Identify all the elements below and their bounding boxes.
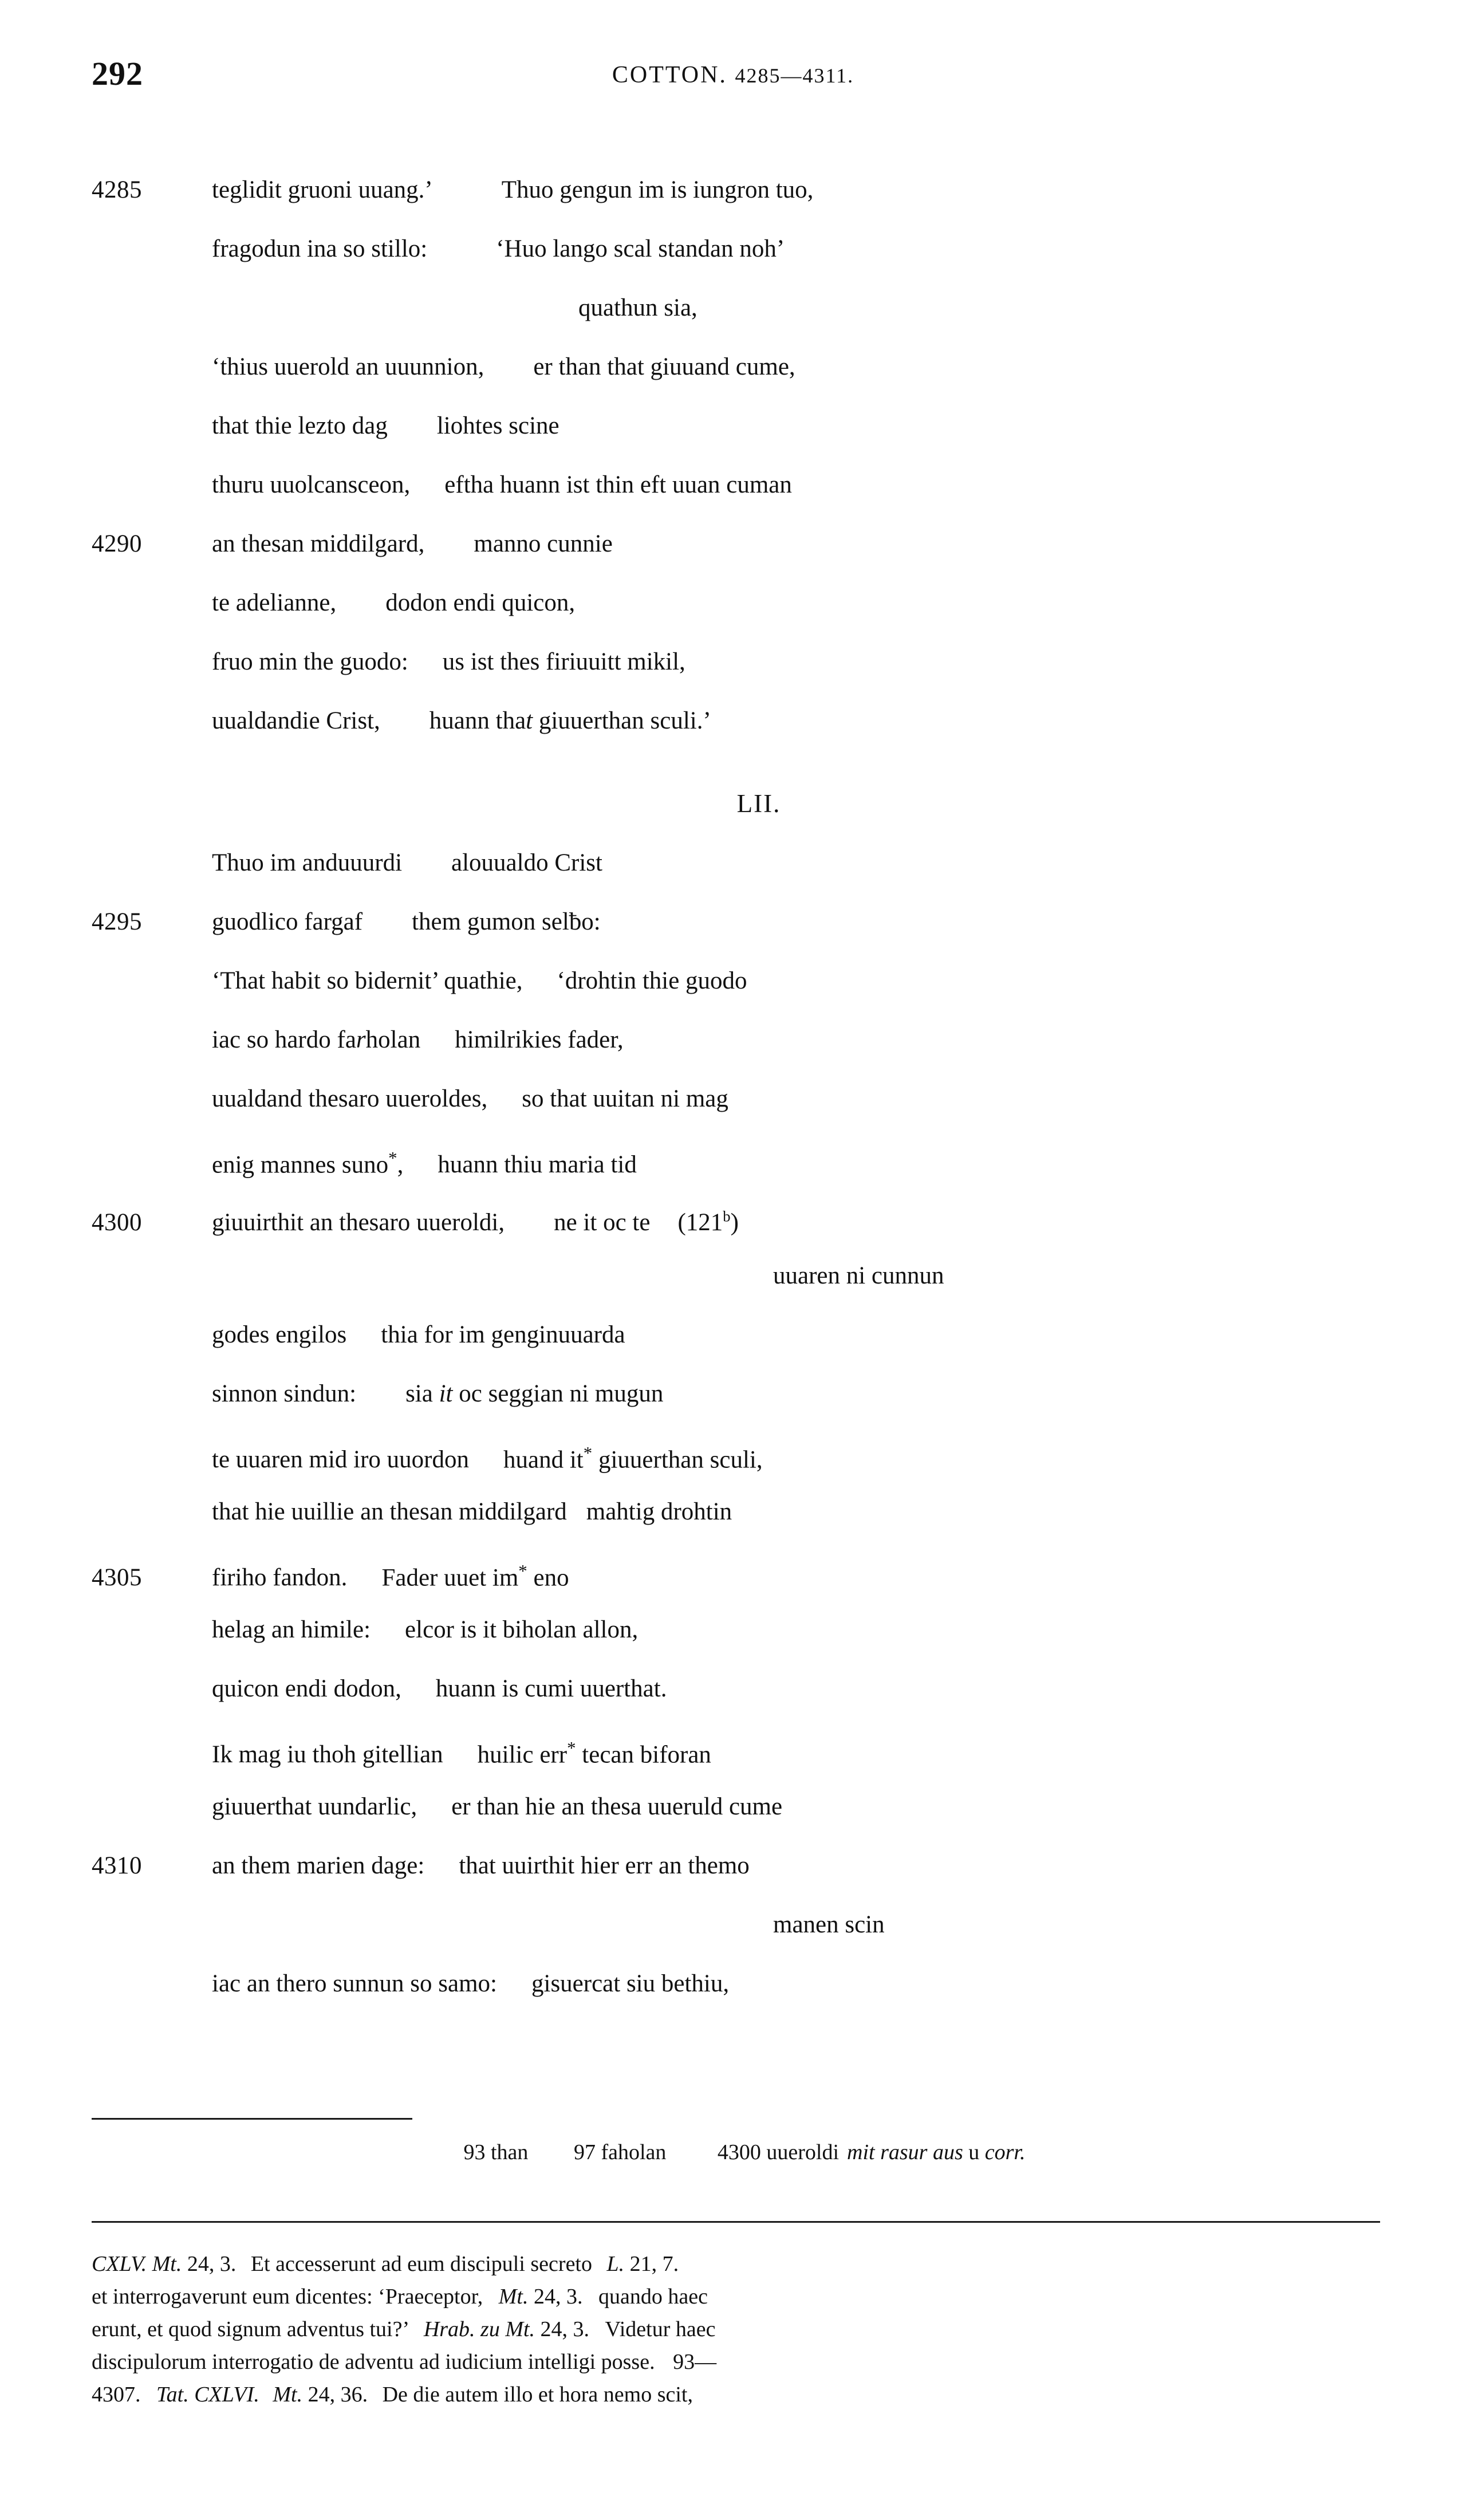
verse-half-line-a xyxy=(212,1777,417,1836)
verse-half-line-b xyxy=(405,1364,663,1423)
verse-half-line-b xyxy=(385,573,575,632)
verse-half-line-a xyxy=(212,1659,401,1718)
verse-line-text xyxy=(212,1541,1403,1607)
verse-line-text xyxy=(212,1305,1403,1364)
verse-line-continuation xyxy=(92,1895,1403,1954)
verse-text: iac so hardo fa xyxy=(212,1026,356,1053)
verse-line-text xyxy=(212,691,1403,750)
verse-line xyxy=(92,514,1403,573)
verse-line-text xyxy=(212,1364,1403,1423)
editorial-italic-letter: r xyxy=(356,1026,366,1053)
verse-half-line-a xyxy=(212,1954,497,2013)
verse-text: liohtes scine xyxy=(436,412,559,439)
verse-continuation-text: quathun sia, xyxy=(578,294,697,321)
verse-line xyxy=(92,1010,1403,1069)
verse-half-line-b xyxy=(478,1718,711,1784)
verse-text: them gumon selƀo: xyxy=(412,908,601,935)
verse-line-text xyxy=(212,1187,1403,1252)
verse-half-line-a xyxy=(212,396,388,455)
verse-line xyxy=(92,691,1403,750)
verse-line xyxy=(92,632,1403,691)
verse-line xyxy=(92,337,1403,396)
apparatus-asterisk-marker: * xyxy=(518,1561,527,1581)
verse-text: tecan biforan xyxy=(576,1741,711,1769)
verse-line-text xyxy=(212,1246,1403,1305)
footnote-latin-quote: quando haec xyxy=(598,2285,708,2309)
verse-text: an thesan middilgard, xyxy=(212,530,425,557)
verse-line xyxy=(92,1482,1403,1541)
apparatus-line-number: 97 xyxy=(573,2140,596,2164)
verse-line-text xyxy=(212,219,1403,278)
verse-half-line-b xyxy=(405,1600,638,1659)
verse-text: thuru uuolcansceon, xyxy=(212,471,411,498)
verse-half-line-b xyxy=(496,219,785,278)
verse-half-line-b xyxy=(531,1954,729,2013)
verse-text: giuuerthan sculi.’ xyxy=(533,707,711,734)
verse-line-text xyxy=(212,1423,1403,1489)
verse-text: huilic err xyxy=(477,1741,568,1769)
verse-line xyxy=(92,455,1403,514)
footnote-line-ref: 4307. xyxy=(92,2383,141,2407)
verse-half-line-a xyxy=(212,1836,424,1895)
verse-text: , xyxy=(397,1151,404,1179)
verse-half-line-b xyxy=(451,833,602,892)
verse-line-text xyxy=(212,1718,1403,1784)
verse-line xyxy=(92,1069,1403,1128)
verse-half-line-a xyxy=(212,1600,371,1659)
verse-line xyxy=(92,1541,1403,1600)
verse-line-text xyxy=(212,833,1403,892)
footnote-hrabanus-ref: Hrab. zu Mt. xyxy=(423,2317,535,2341)
verse-line-text xyxy=(212,160,1403,219)
verse-text: te uuaren mid iro uuordon xyxy=(212,1446,470,1474)
verse-text: that thie lezto dag xyxy=(212,412,388,439)
apparatus-note: mit rasur aus xyxy=(847,2140,963,2164)
footnote-latin-quote: Et accesserunt ad eum discipuli secreto xyxy=(250,2252,592,2276)
verse-line-text xyxy=(212,892,1403,951)
verse-text: er than that giuuand cume, xyxy=(533,353,795,380)
verse-half-line-a xyxy=(212,573,336,632)
verse-half-line-b xyxy=(474,514,612,573)
footnote-luke-abbrev: L. xyxy=(606,2252,625,2276)
apparatus-reading: uueroldi xyxy=(766,2140,840,2164)
verse-line-text xyxy=(212,278,1403,337)
verse-line-text xyxy=(212,514,1403,573)
verse-half-line-b xyxy=(503,1423,763,1489)
footnote-line xyxy=(92,2346,1386,2379)
verse-half-line-b xyxy=(443,632,685,691)
verse-half-line-a xyxy=(212,1725,443,1784)
manuscript-folio-marker xyxy=(677,1209,738,1236)
footnote-matthew-abbrev: Mt. xyxy=(498,2285,529,2309)
verse-half-line-b xyxy=(437,396,559,455)
folio-side-letter: b xyxy=(723,1208,731,1225)
verse-line-number: 4290 xyxy=(92,530,142,557)
editorial-italic-letter: it xyxy=(439,1380,453,1407)
verse-half-line-a xyxy=(212,219,427,278)
running-head-line-range: 4285—4311. xyxy=(735,64,854,87)
running-head-source: COTTON. xyxy=(612,62,727,88)
verse-half-line-b xyxy=(412,892,601,951)
verse-text: Thuo gengun im is iungron tuo, xyxy=(501,176,814,203)
apparatus-asterisk-marker: * xyxy=(567,1738,576,1758)
verse-text: that hie uuillie an thesan middilgard xyxy=(212,1498,567,1525)
verse-spacer xyxy=(92,750,1403,774)
verse-text: gisuercat siu bethiu, xyxy=(531,1970,730,1997)
verse-half-line-a xyxy=(212,1193,505,1252)
verse-half-line-b xyxy=(502,160,814,219)
running-head xyxy=(92,57,1374,97)
apparatus-note-abbrev: corr. xyxy=(984,2140,1026,2164)
footnote-latin-quote: et interrogaverunt eum dicentes: ‘Praeceptor, xyxy=(92,2285,483,2309)
verse-text: huann thiu maria tid xyxy=(438,1151,637,1179)
verse-half-line-a xyxy=(212,951,523,1010)
verse-text: te adelianne, xyxy=(212,589,337,616)
verse-text: Thuo im anduuurdi xyxy=(212,849,403,876)
verse-text: eno xyxy=(527,1564,569,1592)
verse-half-line-a xyxy=(212,1305,346,1364)
verse-half-line-b xyxy=(381,1305,625,1364)
verse-line xyxy=(92,1777,1403,1836)
verse-half-line-b xyxy=(381,1541,569,1607)
verse-line xyxy=(92,1718,1403,1777)
verse-line-text xyxy=(212,1010,1403,1069)
verse-line-text xyxy=(212,1836,1403,1895)
verse-text: giuuerthat uundarlic, xyxy=(212,1793,417,1820)
footnote-line-ref: 93— xyxy=(673,2350,717,2374)
verse-line-number: 4310 xyxy=(92,1852,142,1879)
footnote-chapter-verse: 24, 3. xyxy=(540,2317,590,2341)
verse-line xyxy=(92,160,1403,219)
latin-source-footnote xyxy=(92,2248,1386,2411)
verse-text: ‘Huo lango scal standan noh’ xyxy=(496,235,785,262)
apparatus-reading: than xyxy=(491,2140,529,2164)
verse-line-text xyxy=(212,1128,1403,1194)
verse-line xyxy=(92,1364,1403,1423)
apparatus-divider-rule xyxy=(92,2118,412,2120)
critical-apparatus xyxy=(92,2139,1374,2167)
verse-line xyxy=(92,1305,1403,1364)
verse-half-line-b xyxy=(436,1659,667,1718)
folio-close: ) xyxy=(730,1209,739,1237)
footnote-line xyxy=(92,2379,1386,2411)
verse-text: giuuerthan sculi, xyxy=(592,1446,763,1474)
verse-text: an them marien dage: xyxy=(212,1852,425,1879)
verse-line xyxy=(92,219,1403,278)
verse-text: fruo min the guodo: xyxy=(212,648,408,675)
verse-text: huann tha xyxy=(429,707,526,734)
verse-line xyxy=(92,1954,1403,2013)
apparatus-line-number: 93 xyxy=(463,2140,486,2164)
section-heading: LII. xyxy=(736,789,781,818)
verse-half-line-b xyxy=(451,1777,782,1836)
verse-half-line-b xyxy=(557,951,747,1010)
footnote-line xyxy=(92,2313,1386,2346)
verse-half-line-a xyxy=(212,1482,567,1541)
verse-half-line-b xyxy=(533,337,795,396)
verse-line xyxy=(92,892,1403,951)
verse-half-line-b xyxy=(586,1482,732,1541)
verse-text: godes engilos xyxy=(212,1321,347,1348)
verse-text: giuuirthit an thesaro uueroldi, xyxy=(212,1209,505,1237)
apparatus-entry xyxy=(718,2139,1026,2167)
verse-half-line-a xyxy=(212,514,424,573)
verse-half-line-b xyxy=(554,1193,650,1252)
verse-line xyxy=(92,573,1403,632)
footnote-latin-quote: De die autem illo et hora nemo scit, xyxy=(382,2383,693,2407)
footnote-matthew-abbrev: Mt. xyxy=(273,2383,303,2407)
folio-open: (121 xyxy=(677,1209,723,1237)
verse-half-line-b xyxy=(438,1135,637,1194)
footnote-matthew-abbrev: Mt. xyxy=(152,2252,182,2276)
verse-half-line-b xyxy=(444,455,792,514)
verse-text: himilrikies fader, xyxy=(455,1026,624,1053)
verse-half-line-a xyxy=(212,1364,356,1423)
verse-line-number: 4305 xyxy=(92,1564,142,1592)
verse-line-number: 4295 xyxy=(92,908,142,935)
verse-text: holan xyxy=(365,1026,421,1053)
verse-text: elcor is it biholan allon, xyxy=(405,1616,639,1643)
apparatus-line-number: 4300 xyxy=(717,2140,761,2164)
verse-text: sia xyxy=(405,1380,439,1407)
verse-text: firiho fandon. xyxy=(212,1564,348,1592)
verse-text: iac an thero sunnun so samo: xyxy=(212,1970,497,1997)
verse-line-text xyxy=(212,396,1403,455)
verse-half-line-a xyxy=(212,1069,487,1128)
footnote-capitulum-ref: CXLV. xyxy=(92,2252,147,2276)
verse-line-continuation xyxy=(92,278,1403,337)
footnote-latin-quote: Videtur haec xyxy=(605,2317,716,2341)
apparatus-note-letter: u xyxy=(968,2140,980,2164)
footnote-tatian-ref: Tat. CXLVI. xyxy=(156,2383,259,2407)
verse-half-line-a xyxy=(212,892,362,951)
verse-line xyxy=(92,1836,1403,1895)
verse-half-line-b xyxy=(455,1010,623,1069)
verse-half-line-a xyxy=(212,1010,420,1069)
verse-line-number: 4285 xyxy=(92,176,142,203)
verse-text: ne it oc te xyxy=(554,1209,651,1237)
verse-text: huann is cumi uuerthat. xyxy=(435,1675,667,1702)
verse-half-line-a xyxy=(212,455,410,514)
verse-line-text xyxy=(212,1482,1403,1541)
verse-text: sinnon sindun: xyxy=(212,1380,357,1407)
verse-half-line-b xyxy=(459,1836,749,1895)
footnote-latin-quote: discipulorum interrogatio de adventu ad iudicium intelligi posse. xyxy=(92,2350,655,2374)
verse-line-text xyxy=(212,632,1403,691)
verse-line-text xyxy=(212,951,1403,1010)
verse-half-line-a xyxy=(212,691,380,750)
verse-text: mahtig drohtin xyxy=(586,1498,732,1525)
apparatus-reading: faholan xyxy=(601,2140,667,2164)
verse-text: er than hie an thesa uueruld cume xyxy=(451,1793,783,1820)
verse-line xyxy=(92,396,1403,455)
verse-text: huand it xyxy=(503,1446,584,1474)
verse-half-line-a xyxy=(212,160,433,219)
verse-continuation-text: uuaren ni cunnun xyxy=(773,1262,944,1289)
footnote-chapter-verse: 21, 7. xyxy=(629,2252,679,2276)
verse-text: dodon endi quicon, xyxy=(385,589,576,616)
verse-line-number: 4300 xyxy=(92,1209,142,1237)
verse-text: teglidit gruoni uuang.’ xyxy=(212,176,433,203)
running-head-title xyxy=(92,63,1374,87)
verse-text: uualdand thesaro uueroldes, xyxy=(212,1085,488,1112)
verse-continuation-text: manen scin xyxy=(773,1911,885,1938)
verse-half-line-a xyxy=(212,337,484,396)
verse-text: Ik mag iu thoh gitellian xyxy=(212,1741,443,1769)
verse-text: guodlico fargaf xyxy=(212,908,363,935)
footnote-chapter-verse: 24, 36. xyxy=(308,2383,368,2407)
verse-line-text xyxy=(212,1954,1403,2013)
verse-text: oc seggian ni mugun xyxy=(452,1380,664,1407)
verse-half-line-b xyxy=(429,691,711,750)
verse-text: helag an himile: xyxy=(212,1616,371,1643)
verse-text: manno cunnie xyxy=(474,530,613,557)
verse-line xyxy=(92,951,1403,1010)
verse-half-line-b xyxy=(522,1069,728,1128)
verse-text: quicon endi dodon, xyxy=(212,1675,401,1702)
verse-half-line-a xyxy=(212,632,408,691)
verse-text: so that uuitan ni mag xyxy=(522,1085,728,1112)
verse-line-text xyxy=(212,1659,1403,1718)
verse-line xyxy=(92,1423,1403,1482)
verse-half-line-a xyxy=(212,1430,469,1489)
verse-line xyxy=(92,1659,1403,1718)
verse-text: fragodun ina so stillo: xyxy=(212,235,428,262)
footnote-latin-quote: erunt, et quod signum adventus tui?’ xyxy=(92,2317,408,2341)
apparatus-asterisk-marker: * xyxy=(583,1443,593,1463)
verse-line-text xyxy=(212,1600,1403,1659)
verse-line xyxy=(92,1187,1403,1246)
footnote-line xyxy=(92,2248,1386,2281)
footnote-chapter-verse: 24, 3. xyxy=(533,2285,583,2309)
verse-line-text xyxy=(212,1069,1403,1128)
verse-line-text xyxy=(212,455,1403,514)
footnote-divider-rule xyxy=(92,2221,1380,2223)
verse-line xyxy=(92,833,1403,892)
verse-text: uualdandie Crist, xyxy=(212,707,380,734)
footnote-line xyxy=(92,2281,1386,2313)
verse-half-line-a xyxy=(212,833,402,892)
verse-line xyxy=(92,1128,1403,1187)
verse-text: alouualdo Crist xyxy=(451,849,602,876)
verse-line xyxy=(92,1600,1403,1659)
apparatus-entry xyxy=(464,2139,529,2167)
verse-text: Fader uuet im xyxy=(381,1564,519,1592)
verse-text: ‘That habit so bidernit’ quathie, xyxy=(212,967,523,994)
verse-text: ‘thius uuerold an uuunnion, xyxy=(212,353,484,380)
verse-text: eftha huann ist thin eft uuan cuman xyxy=(444,471,792,498)
verse-line-text xyxy=(212,573,1403,632)
apparatus-entry xyxy=(574,2139,666,2167)
verse-line-text xyxy=(212,1895,1403,1954)
page-number: 292 xyxy=(92,55,143,92)
footnote-chapter-verse: 24, 3. xyxy=(187,2252,237,2276)
verse-line-text xyxy=(212,1777,1403,1836)
verse-block xyxy=(92,160,1403,2013)
verse-text: ‘drohtin thie guodo xyxy=(557,967,747,994)
verse-text: enig mannes suno xyxy=(212,1151,389,1179)
editorial-italic-letter: t xyxy=(526,707,533,734)
verse-half-line-a xyxy=(212,1128,403,1194)
verse-text: that uuirthit hier err an themo xyxy=(459,1852,750,1879)
verse-half-line-a xyxy=(212,1548,347,1607)
apparatus-asterisk-marker: * xyxy=(388,1148,397,1168)
verse-line-continuation xyxy=(92,1246,1403,1305)
verse-text: us ist thes firiuuitt mikil, xyxy=(442,648,685,675)
verse-line-text xyxy=(212,337,1403,396)
verse-text: thia for im genginuuarda xyxy=(381,1321,625,1348)
